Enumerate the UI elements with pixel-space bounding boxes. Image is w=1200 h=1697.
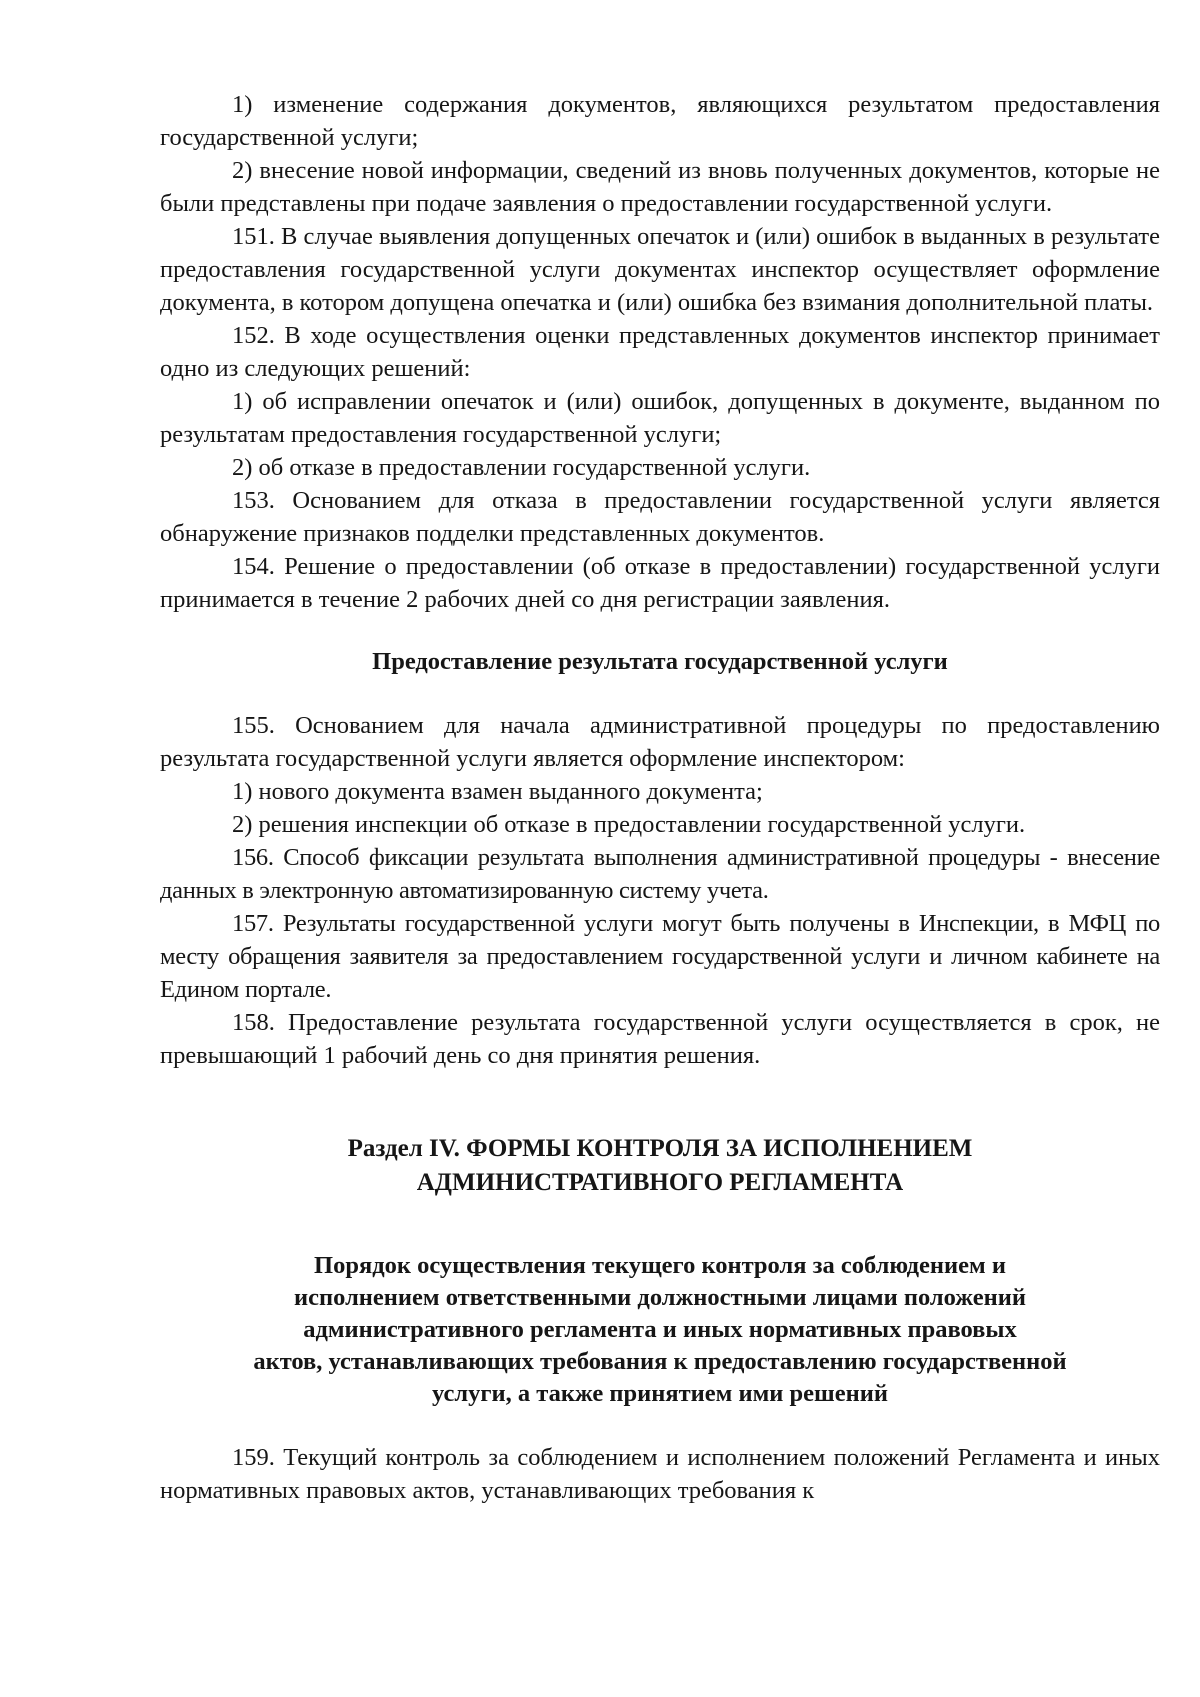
heading-current-control-line-3: административного регламента и иных нормативных правовых (303, 1316, 1017, 1343)
paragraph-154: 154. Решение о предоставлении (об отказе в предоставлении) государственной услуги принимается в течение 2 рабочих дней со дня регистрации заявления. (160, 553, 1160, 613)
section-iv-heading (160, 1132, 1160, 1200)
section-iv-heading-line-1: Раздел IV. ФОРМЫ КОНТРОЛЯ ЗА ИСПОЛНЕНИЕМ (347, 1135, 973, 1162)
paragraph-158: 158. Предоставление результата государственной услуги осуществляется в срок, не превышающий 1 рабочий день со дня принятия решения. (160, 1009, 1160, 1069)
document-body (160, 88, 1160, 1507)
heading-current-control-line-4: актов, устанавливающих требования к предоставлению государственной (253, 1348, 1067, 1375)
paragraph-152-item-1: 1) об исправлении опечаток и (или) ошибок, допущенных в документе, выданном по результатам предоставления государственной услуги; (160, 388, 1160, 448)
section-iv-heading-line-2: АДМИНИСТРАТИВНОГО РЕГЛАМЕНТА (416, 1169, 904, 1196)
heading-service-result: Предоставление результата государственной услуги (372, 648, 948, 675)
paragraph-157: 157. Результаты государственной услуги могут быть получены в Инспекции, в МФЦ по месту обращения заявителя за предоставлением государственной услуги и личном кабинете на Едином портале. (160, 910, 1160, 1003)
paragraph-152-item-2: 2) об отказе в предоставлении государственной услуги. (232, 454, 811, 481)
paragraph-item-1-change-content: 1) изменение содержания документов, являющихся результатом предоставления государственной услуги; (160, 91, 1160, 151)
paragraph-155: 155. Основанием для начала административной процедуры по предоставлению результата государственной услуги является оформление инспектором: (160, 712, 1160, 772)
paragraph-156: 156. Способ фиксации результата выполнения административной процедуры - внесение данных в электронную автоматизированную систему учета. (160, 844, 1160, 904)
paragraph-151: 151. В случае выявления допущенных опечаток и (или) ошибок в выданных в результате предоставления государственной услуги документах инспектор осуществляет оформление документа, в котором допущена опечатка и (или) ошибка без взимания дополнительной платы. (160, 223, 1160, 316)
heading-current-control (160, 1250, 1160, 1410)
paragraph-item-2-new-information: 2) внесение новой информации, сведений из вновь полученных документов, которые не были представлены при подаче заявления о предоставлении государственной услуги. (160, 157, 1160, 217)
heading-current-control-line-5: услуги, а также принятием ими решений (432, 1380, 888, 1407)
paragraph-152: 152. В ходе осуществления оценки представленных документов инспектор принимает одно из следующих решений: (160, 322, 1160, 382)
paragraph-153: 153. Основанием для отказа в предоставлении государственной услуги является обнаружение признаков подделки представленных документов. (160, 487, 1160, 547)
paragraph-159: 159. Текущий контроль за соблюдением и исполнением положений Регламента и иных нормативных правовых актов, устанавливающих требования к (160, 1444, 1160, 1504)
paragraph-155-item-1: 1) нового документа взамен выданного документа; (232, 778, 763, 805)
paragraph-155-item-2: 2) решения инспекции об отказе в предоставлении государственной услуги. (232, 811, 1026, 838)
heading-current-control-line-2: исполнением ответственными должностными лицами положений (294, 1284, 1026, 1311)
heading-current-control-line-1: Порядок осуществления текущего контроля за соблюдением и (314, 1252, 1006, 1279)
